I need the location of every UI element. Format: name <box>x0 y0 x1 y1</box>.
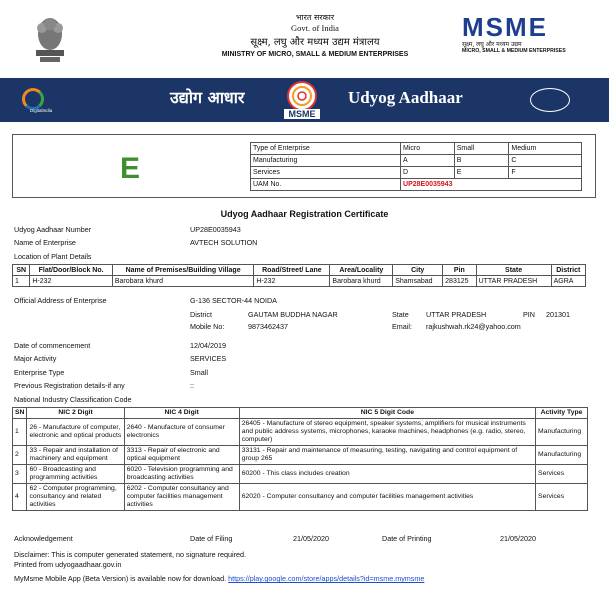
plant-header: Flat/Door/Block No. <box>30 265 112 276</box>
gov-english: Govt. of India <box>291 23 339 33</box>
msme-logo-english: MICRO, SMALL & MEDIUM ENTERPRISES <box>462 48 566 54</box>
enterprise-name-value: AVTECH SOLUTION <box>190 238 258 247</box>
plant-cell: H-232 <box>254 276 330 287</box>
uam-label: UAM No. <box>251 179 401 191</box>
filing-date-label: Date of Filing <box>190 534 233 543</box>
email-value: rajkushwah.rk24@yahoo.com <box>426 322 521 331</box>
filing-date-value: 21/05/2020 <box>293 534 329 543</box>
nic-row <box>13 419 588 446</box>
district-label: District <box>190 310 212 319</box>
nic-cell: 6202 - Computer consultancy and computer facilities management activities <box>124 484 239 511</box>
nic-cell: 4 <box>13 484 27 511</box>
type-cell: F <box>509 167 582 179</box>
plant-cell: 283125 <box>443 276 476 287</box>
nic-header: NIC 2 Digit <box>27 408 124 419</box>
previous-registration-label: Previous Registration details-if any <box>14 381 125 390</box>
type-cell: Manufacturing <box>251 155 401 167</box>
plant-header: Name of Premises/Building Village <box>112 265 254 276</box>
plant-header: Pin <box>443 265 476 276</box>
type-cell: Type of Enterprise <box>251 143 401 155</box>
enterprise-type-table <box>250 142 582 191</box>
mobile-label: Mobile No: <box>190 322 225 331</box>
plant-header: City <box>393 265 443 276</box>
type-cell: C <box>509 155 582 167</box>
nic-cell: 2640 - Manufacture of consumer electronics <box>124 419 239 446</box>
government-heading <box>190 12 440 58</box>
official-address-label: Official Address of Enterprise <box>14 296 107 305</box>
ministry-hindi: सूक्ष्म, लघु और मध्यम उद्यम मंत्रालय <box>250 37 380 48</box>
app-notice <box>14 574 424 583</box>
nic-header: Activity Type <box>536 408 588 419</box>
acknowledgement-label: Acknowledgement <box>14 534 73 543</box>
msme-logo-text: MSME <box>462 12 548 42</box>
certificate-title: Udyog Aadhaar Registration Certificate <box>220 209 389 219</box>
enterprise-class-letter: E <box>120 152 141 185</box>
nic-row <box>13 465 588 484</box>
disclaimer: Disclaimer: This is computer generated statement, no signature required. <box>14 550 246 559</box>
plant-cell: Shamsabad <box>393 276 443 287</box>
address-line: G-136 SECTOR-44 NOIDA <box>190 296 277 305</box>
udyog-aadhaar-logo-icon <box>262 80 342 120</box>
uam-row <box>251 179 582 191</box>
nic-cell: Manufacturing <box>536 446 588 465</box>
state-emblem-icon <box>30 10 70 68</box>
type-cell: Medium <box>509 143 582 155</box>
nic-cell: 62 - Computer programming, consultancy and related activities <box>27 484 124 511</box>
major-activity-label: Major Activity <box>14 354 57 363</box>
type-cell: D <box>401 167 455 179</box>
plant-cell: AGRA <box>551 276 585 287</box>
type-cell: E <box>454 167 509 179</box>
gov-hindi: भारत सरकार <box>295 13 335 22</box>
plant-cell: Barobara khurd <box>330 276 393 287</box>
nic-cell: 3 <box>13 465 27 484</box>
nic-cell: 33 - Repair and installation of machinery and equipment <box>27 446 124 465</box>
page-header <box>0 0 609 78</box>
nic-cell: 62020 - Computer consultancy and computer facilities management activities <box>239 484 535 511</box>
plant-header: State <box>476 265 551 276</box>
pin-value: 201301 <box>546 310 570 319</box>
msme-logo <box>462 14 582 54</box>
type-row <box>251 155 582 167</box>
nic-cell: 2 <box>13 446 27 465</box>
nic-cell: Services <box>536 484 588 511</box>
plant-cell: 1 <box>13 276 30 287</box>
digital-india-caption: DigitalIndia <box>30 108 53 113</box>
plant-table <box>12 264 586 287</box>
commencement-label: Date of commencement <box>14 341 91 350</box>
app-download-link[interactable]: https://play.google.com/store/apps/details?id=msme.mymsme <box>228 574 425 583</box>
udyog-aadhaar-banner <box>0 78 609 122</box>
plant-header: District <box>551 265 585 276</box>
type-cell: Small <box>454 143 509 155</box>
previous-registration-value: :: <box>190 381 194 390</box>
nic-header: NIC 4 Digit <box>124 408 239 419</box>
nic-cell: 60 - Broadcasting and programming activities <box>27 465 124 484</box>
udyog-aadhaar-hindi: उद्योग आधार <box>170 88 245 107</box>
email-label: Email: <box>392 322 412 331</box>
nic-table <box>12 407 588 511</box>
state-value: UTTAR PRADESH <box>426 310 487 319</box>
nic-cell: Manufacturing <box>536 419 588 446</box>
logo-word: MSME <box>288 109 316 119</box>
nic-cell: 3313 - Repair of electronic and optical equipment <box>124 446 239 465</box>
state-label: State <box>392 310 409 319</box>
digital-india-icon <box>22 88 44 110</box>
enterprise-type-label: Enterprise Type <box>14 368 65 377</box>
printing-date-value: 21/05/2020 <box>500 534 536 543</box>
nic-cell: 60200 - This class includes creation <box>239 465 535 484</box>
nic-header: NIC 5 Digit Code <box>239 408 535 419</box>
msme-logo-hindi: सूक्ष्म, लघु और मध्यम उद्यम <box>462 41 522 48</box>
uam-value: UP28E0035943 <box>401 179 582 191</box>
plant-cell: H-232 <box>30 276 112 287</box>
app-text: MyMsme Mobile App (Beta Version) is available now for download. <box>14 574 227 583</box>
type-cell: Services <box>251 167 401 179</box>
printing-date-label: Date of Printing <box>382 534 432 543</box>
type-row <box>251 167 582 179</box>
printed-from: Printed from udyogaadhaar.gov.in <box>14 560 122 569</box>
uan-label: Udyog Aadhaar Number <box>14 225 92 234</box>
type-cell: Micro <box>401 143 455 155</box>
plant-location-label: Location of Plant Details <box>14 252 92 261</box>
plant-cell: Barobara khurd <box>112 276 254 287</box>
nic-cell: 1 <box>13 419 27 446</box>
type-row <box>251 143 582 155</box>
plant-header: SN <box>13 265 30 276</box>
pin-label: PIN <box>523 310 535 319</box>
type-cell: B <box>454 155 509 167</box>
nic-cell: 26 - Manufacture of computer, electronic and optical products <box>27 419 124 446</box>
right-seal-icon <box>530 88 570 112</box>
nic-row <box>13 446 588 465</box>
nic-cell: 26405 - Manufacture of stereo equipment, speaker systems, amplifiers for musical instruments and public address systems, microphones, karaoke machines, headphones (e.g. radio, stereo, computer) <box>239 419 535 446</box>
uan-value: UP28E0035943 <box>190 225 241 234</box>
nic-cell: 33131 - Repair and maintenance of measuring, testing, navigating and control equipment of group 265 <box>239 446 535 465</box>
plant-cell: UTTAR PRADESH <box>476 276 551 287</box>
enterprise-name-label: Name of Enterprise <box>14 238 76 247</box>
major-activity-value: SERVICES <box>190 354 227 363</box>
nic-header: SN <box>13 408 27 419</box>
enterprise-type-value: Small <box>190 368 208 377</box>
nic-row <box>13 484 588 511</box>
udyog-aadhaar-english: Udyog Aadhaar <box>348 88 463 107</box>
nic-cell: Services <box>536 465 588 484</box>
nic-cell: 6020 - Television programming and broadcasting activities <box>124 465 239 484</box>
plant-header: Road/Street/ Lane <box>254 265 330 276</box>
district-value: GAUTAM BUDDHA NAGAR <box>248 310 338 319</box>
ministry-english: MINISTRY OF MICRO, SMALL & MEDIUM ENTERPRISES <box>221 51 409 58</box>
digital-india-logo <box>22 86 62 114</box>
type-cell: A <box>401 155 455 167</box>
nic-label: National Industry Classification Code <box>14 395 132 404</box>
mobile-value: 9873462437 <box>248 322 288 331</box>
plant-header: Area/Locality <box>330 265 393 276</box>
commencement-value: 12/04/2019 <box>190 341 226 350</box>
